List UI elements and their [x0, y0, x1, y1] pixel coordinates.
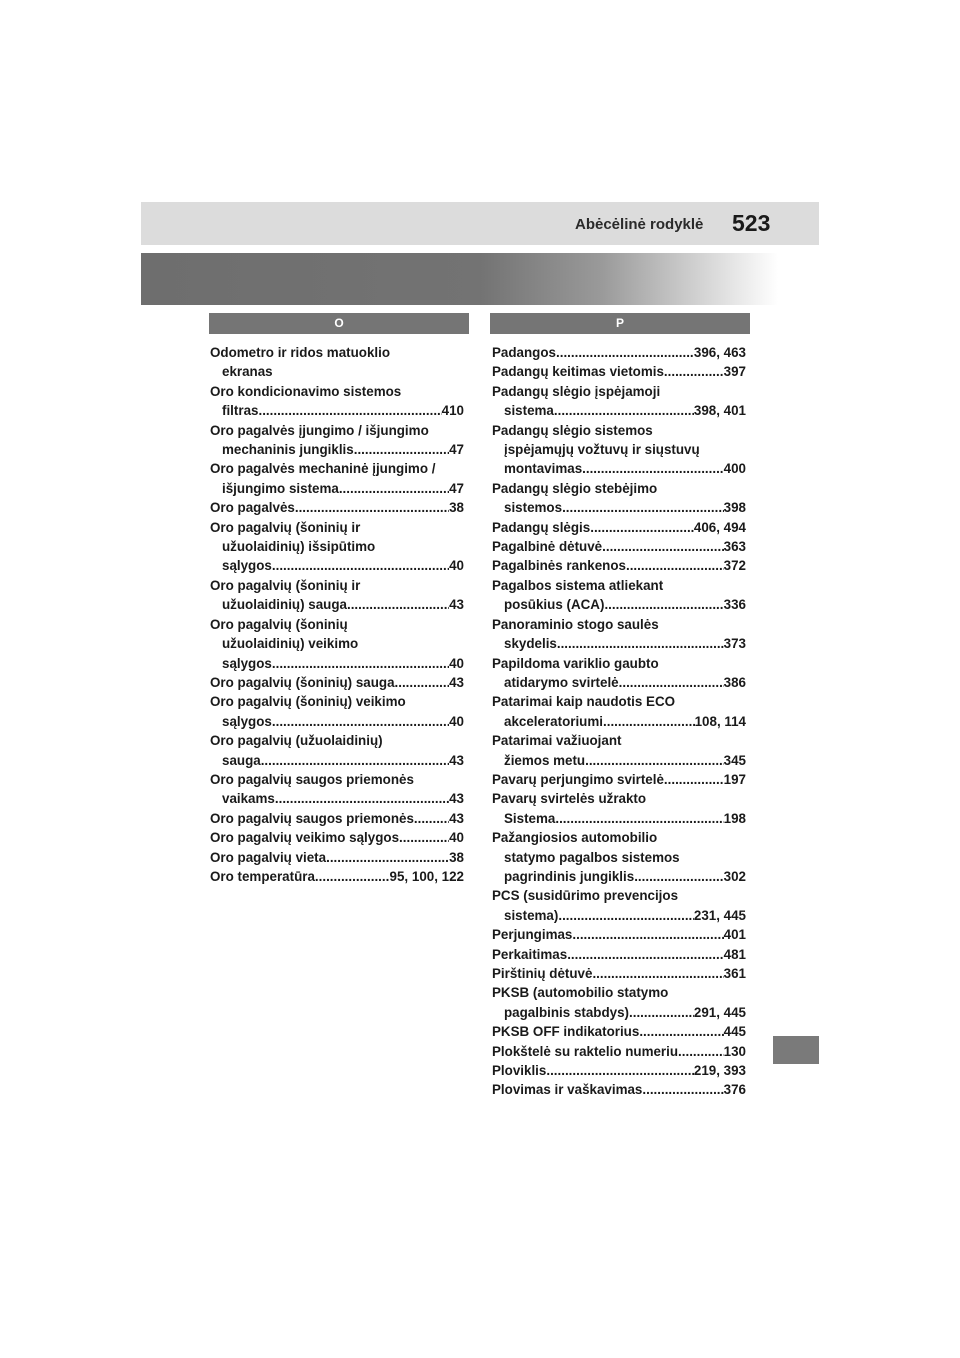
dot-leader: [258, 401, 441, 420]
index-term: sistema: [504, 403, 554, 419]
dot-leader: [634, 867, 723, 886]
index-term: Papildoma variklio gaubto: [492, 655, 659, 671]
index-term: skydelis: [504, 636, 557, 652]
page-reference: 38: [449, 500, 464, 516]
page-reference: 345: [723, 752, 746, 768]
index-term: sąlygos: [222, 655, 272, 671]
dot-leader: [339, 479, 449, 498]
dot-leader: [261, 751, 449, 770]
page-reference: 40: [449, 713, 464, 729]
index-entry: [210, 382, 464, 421]
header-bar: [141, 202, 819, 245]
index-term: mechaninis jungiklis: [222, 442, 354, 458]
index-term: filtras: [222, 403, 259, 419]
index-term: sąlygos: [222, 713, 272, 729]
dot-leader: [639, 1022, 723, 1041]
index-entry: [210, 770, 464, 809]
index-term: sistema): [504, 907, 559, 923]
index-term: Pagalbinės rankenos: [492, 558, 626, 574]
index-entry: [210, 459, 464, 498]
index-entry: [492, 925, 746, 944]
dot-leader: [602, 537, 724, 556]
index-entry: [210, 615, 464, 673]
page-reference: 47: [449, 442, 464, 458]
page-reference: 43: [449, 791, 464, 807]
page-reference: 197: [723, 771, 746, 787]
index-term: Oro temperatūra: [210, 868, 315, 884]
index-entry: [492, 537, 746, 556]
index-term: Padangų slėgio sistemos: [492, 422, 653, 438]
dot-leader: [555, 809, 723, 828]
index-term: pagalbinis stabdys): [504, 1004, 630, 1020]
index-entry: [492, 421, 746, 479]
index-term: Padangų slėgio stebėjimo: [492, 480, 658, 496]
page-reference: 401: [723, 927, 746, 943]
index-term: Patarimai važiuojant: [492, 733, 622, 749]
page-reference: 398, 401: [693, 403, 746, 419]
index-term: Oro pagalvių (šoninių ir: [210, 519, 361, 535]
index-term: Pavarų perjungimo svirtelė: [492, 771, 664, 787]
index-term: pagrindinis jungiklis: [504, 868, 635, 884]
index-entry: [492, 886, 746, 925]
index-entry: [210, 673, 464, 692]
dot-leader: [272, 556, 449, 575]
index-term: Pirštinių dėtuvė: [492, 966, 593, 981]
index-entry: [492, 964, 746, 983]
index-term: Oro pagalvių saugos priemonės: [210, 810, 414, 826]
index-term: Plokštelė su raktelio numeriu: [492, 1043, 679, 1059]
page-reference: 43: [449, 597, 464, 613]
index-entry: [210, 343, 464, 382]
index-entry: [492, 945, 746, 964]
page-reference: 38: [449, 849, 464, 865]
index-term: Padangos: [492, 345, 556, 360]
index-term: žiemos metu: [504, 752, 586, 768]
index-term: vaikams: [222, 791, 275, 807]
page-reference: 95, 100, 122: [389, 868, 464, 884]
page-reference: 130: [723, 1043, 746, 1059]
dot-leader: [354, 440, 449, 459]
dot-leader: [399, 828, 449, 847]
dot-leader: [629, 1003, 694, 1022]
index-entry: [492, 731, 746, 770]
index-term: Padangų slėgio įspėjamoji: [492, 383, 661, 399]
page-reference: 372: [723, 558, 746, 574]
index-term: Pavarų svirtelės užrakto: [492, 791, 647, 807]
dot-leader: [582, 459, 724, 478]
index-term: Odometro ir ridos matuoklio: [210, 345, 391, 360]
page-reference: 376: [723, 1082, 746, 1098]
dot-leader: [585, 751, 724, 770]
dot-leader: [592, 964, 723, 983]
index-entry: [210, 809, 464, 828]
page-reference: 219, 393: [693, 1063, 746, 1079]
section-letter-p: P: [490, 313, 750, 334]
index-term: Oro pagalvių (užuolaidinių): [210, 733, 383, 749]
index-term: Plovimas ir vaškavimas: [492, 1082, 643, 1098]
index-entry: [492, 1022, 746, 1041]
dot-leader: [315, 867, 390, 886]
index-term: atidarymo svirtelė: [504, 674, 619, 690]
index-term: Oro pagalvių (šoninių ir: [210, 577, 361, 593]
index-term: išjungimo sistema: [222, 480, 339, 496]
index-term: Oro pagalvės: [210, 500, 295, 516]
index-entry: [492, 654, 746, 693]
dot-leader: [664, 770, 724, 789]
index-term: Oro pagalvių (šoninių: [210, 616, 348, 632]
index-entry: [210, 576, 464, 615]
index-entry: [492, 615, 746, 654]
index-entry: [210, 421, 464, 460]
index-term: Ploviklis: [492, 1063, 547, 1079]
dot-leader: [556, 343, 694, 362]
page-reference: 43: [449, 810, 464, 826]
page-reference: 400: [723, 461, 746, 477]
dot-leader: [619, 673, 724, 692]
dot-leader: [295, 498, 449, 517]
dot-leader: [272, 712, 449, 731]
index-entry: [492, 1080, 746, 1099]
index-entry: [210, 692, 464, 731]
index-term: PKSB OFF indikatorius: [492, 1024, 640, 1040]
dot-leader: [347, 595, 449, 614]
index-entry: [210, 731, 464, 770]
page-reference: 397: [723, 364, 746, 380]
index-term: užuolaidinių) veikimo: [222, 636, 359, 652]
index-term: užuolaidinių) sauga: [222, 597, 347, 613]
page-reference: 108, 114: [694, 713, 746, 729]
index-entry: [492, 343, 746, 362]
page-reference: 43: [449, 674, 464, 690]
index-entry: [210, 848, 464, 867]
dot-leader: [572, 925, 723, 944]
page-reference: 43: [449, 752, 464, 768]
index-term: sauga: [222, 752, 261, 768]
index-term: Sistema: [504, 810, 556, 826]
index-entry: [492, 556, 746, 575]
dot-leader: [642, 1080, 723, 1099]
index-term: Oro pagalvių (šoninių) sauga: [210, 674, 395, 690]
index-term: Oro pagalvių veikimo sąlygos: [210, 830, 400, 846]
index-term: užuolaidinių) išsipūtimo: [222, 539, 376, 555]
page-reference: 40: [449, 655, 464, 671]
page-reference: 231, 445: [693, 907, 746, 923]
dot-leader: [546, 1061, 694, 1080]
index-entry: [492, 828, 746, 886]
index-entry: [492, 692, 746, 731]
index-term: Oro pagalvių (šoninių) veikimo: [210, 694, 406, 710]
index-term: Oro pagalvės įjungimo / išjungimo: [210, 422, 429, 438]
index-entry: [492, 770, 746, 789]
dot-leader: [275, 789, 449, 808]
index-term: Oro pagalvių vieta: [210, 849, 327, 865]
dot-leader: [554, 401, 694, 420]
dot-leader: [562, 498, 724, 517]
index-term: sąlygos: [222, 558, 272, 574]
index-term: sistemos: [504, 500, 563, 516]
page-reference: 445: [723, 1024, 746, 1040]
page-reference: 396, 463: [693, 345, 746, 360]
dot-leader: [558, 906, 694, 925]
index-column-p: [492, 343, 746, 1100]
page-reference: 302: [723, 868, 746, 884]
index-term: PKSB (automobilio statymo: [492, 985, 669, 1001]
index-entry: [492, 1042, 746, 1061]
section-thumb-tab: [773, 1036, 819, 1064]
index-term: statymo pagalbos sistemos: [504, 849, 680, 865]
index-entry: [492, 983, 746, 1022]
index-term: PCS (susidūrimo prevencijos: [492, 888, 679, 904]
page-reference: 40: [449, 830, 464, 846]
page-reference: 291, 445: [693, 1004, 746, 1020]
index-term: posūkius (ACA): [504, 597, 605, 613]
dot-leader: [678, 1042, 724, 1061]
gradient-band: [141, 253, 819, 305]
index-term: Pažangiosios automobilio: [492, 830, 658, 846]
index-term: montavimas: [504, 461, 583, 477]
index-entry: [492, 362, 746, 381]
index-term: Oro pagalvės mechaninė įjungimo /: [210, 461, 436, 477]
index-entry: [492, 789, 746, 828]
index-entry: [210, 518, 464, 576]
index-entry: [210, 867, 464, 886]
index-term: akceleratoriumi: [504, 713, 603, 729]
index-term: Pagalbinė dėtuvė: [492, 539, 603, 555]
page-reference: 336: [723, 597, 746, 613]
page-reference: 481: [723, 946, 746, 962]
page-reference: 373: [723, 636, 746, 652]
dot-leader: [414, 809, 449, 828]
index-term: Padangų keitimas vietomis: [492, 364, 664, 380]
index-entry: [492, 518, 746, 537]
page-reference: 410: [441, 403, 464, 419]
dot-leader: [567, 945, 723, 964]
page-reference: 363: [723, 539, 746, 555]
index-entry: [210, 498, 464, 517]
page-reference: 198: [723, 810, 746, 826]
page-reference: 47: [449, 480, 464, 496]
index-term: Patarimai kaip naudotis ECO: [492, 694, 676, 710]
index-column-o: [210, 343, 464, 886]
dot-leader: [272, 654, 449, 673]
index-term: įspėjamųjų vožtuvų ir siųstuvų: [504, 442, 700, 458]
index-entry: [492, 1061, 746, 1080]
page-reference: 386: [723, 674, 746, 690]
dot-leader: [664, 362, 724, 381]
page-reference: 361: [723, 966, 746, 981]
index-entry: [492, 576, 746, 615]
index-term: Perjungimas: [492, 927, 573, 943]
index-term: Padangų slėgis: [492, 519, 591, 535]
dot-leader: [590, 518, 694, 537]
page-reference: 40: [449, 558, 464, 574]
index-entry: [210, 828, 464, 847]
index-term: ekranas: [222, 364, 273, 380]
page-number: 523: [732, 210, 771, 236]
index-term: Perkaitimas: [492, 946, 568, 962]
page-header-title: Abėcėlinė rodyklė: [575, 216, 704, 233]
index-term: Panoraminio stogo saulės: [492, 616, 659, 632]
page-reference: 398: [723, 500, 746, 516]
index-term: Pagalbos sistema atliekant: [492, 577, 664, 593]
section-letter-o: O: [209, 313, 469, 334]
dot-leader: [326, 848, 449, 867]
dot-leader: [395, 673, 450, 692]
index-term: Oro pagalvių saugos priemonės: [210, 771, 414, 787]
page-reference: 406, 494: [693, 519, 746, 535]
dot-leader: [604, 595, 723, 614]
index-entry: [492, 382, 746, 421]
index-entry: [492, 479, 746, 518]
dot-leader: [626, 556, 724, 575]
index-term: Oro kondicionavimo sistemos: [210, 383, 402, 399]
dot-leader: [557, 634, 724, 653]
dot-leader: [603, 712, 695, 731]
